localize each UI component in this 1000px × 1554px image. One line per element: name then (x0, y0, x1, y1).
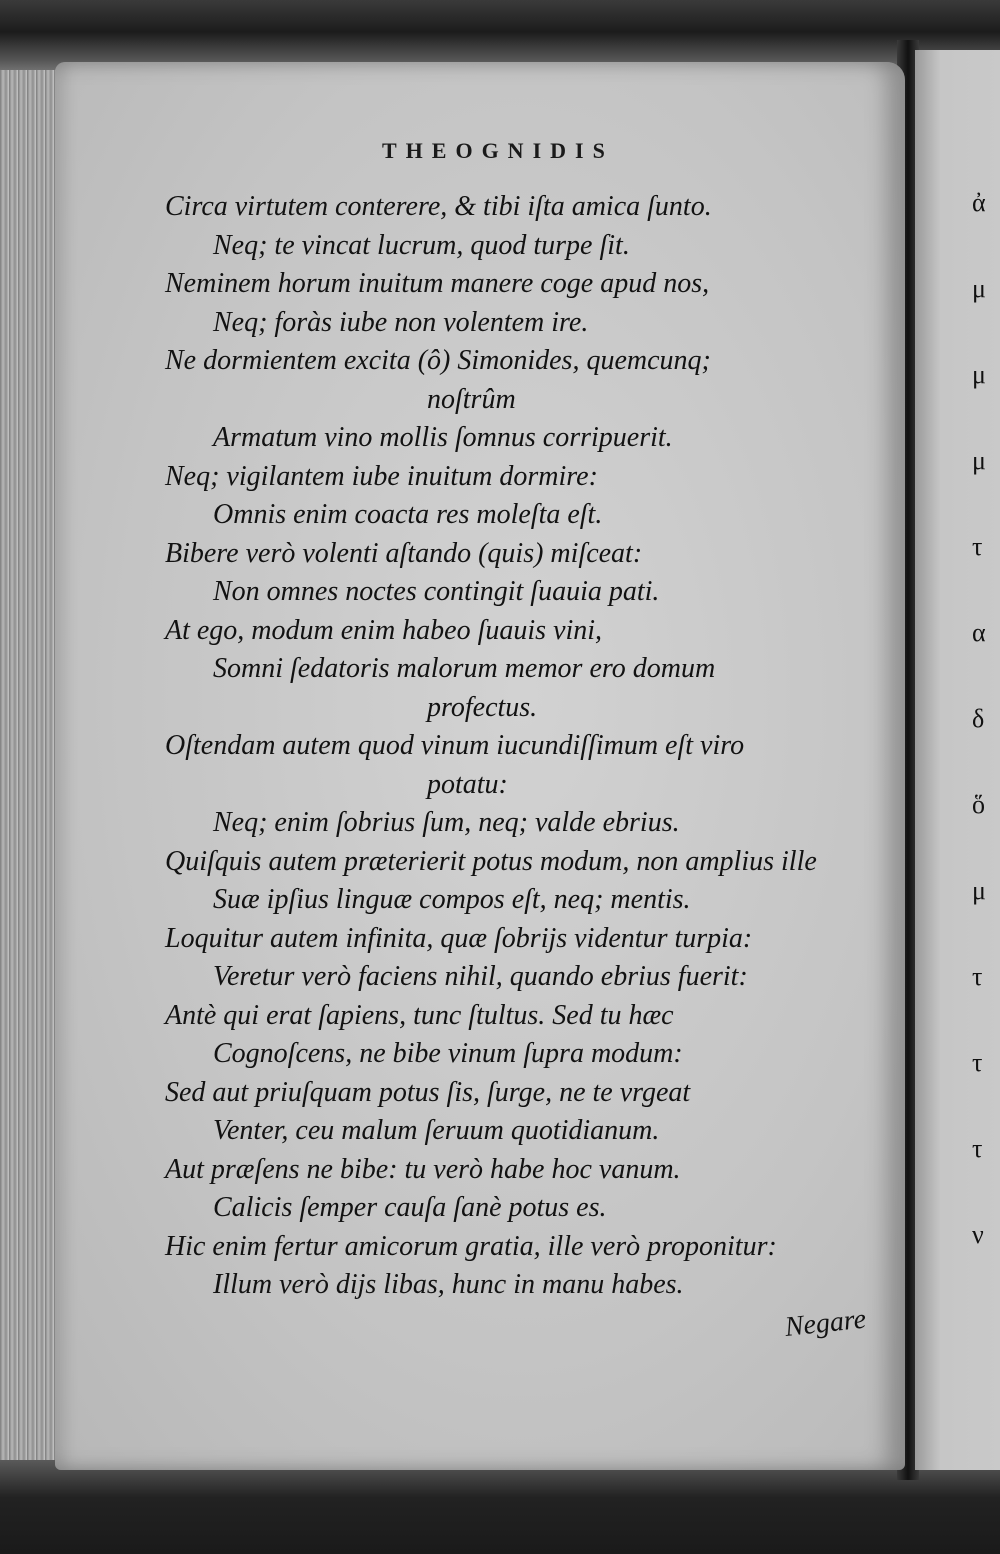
facing-page-fragment: α (972, 618, 986, 647)
book-bottom-edge (0, 1460, 1000, 1554)
verse-line: Circa virtutem conterere, & tibi iſta amica ſunto. (165, 191, 712, 222)
verse-line: Neq; vigilantem iube inuitum dormire: (165, 460, 598, 492)
verse-line: Aut præſens ne bibe: tu verò habe hoc vanum. (165, 1153, 681, 1185)
verse-line: Neq; enim ſobrius ſum, neq; valde ebrius. (213, 807, 680, 838)
verse-line: Veretur verò faciens nihil, quando ebrius fuerit: (213, 961, 748, 992)
verse-line: Omnis enim coacta res moleſta eſt. (213, 499, 603, 530)
verse-line: Loquitur autem infinita, quæ ſobrijs videntur turpia: (165, 922, 753, 954)
facing-page-fragment: τ (972, 1134, 983, 1163)
catchword: Negare (783, 1303, 868, 1343)
running-head: THEOGNIDIS (382, 138, 614, 163)
facing-page-fragment: μ (972, 360, 986, 389)
facing-page-fragment: ἀ (972, 188, 986, 217)
verse-line: Ne dormientem excita (ô) Simonides, quemcunq; (165, 345, 711, 376)
verse-line: Cognoſcens, ne bibe vinum ſupra modum: (213, 1038, 683, 1069)
verse-line: Illum verò dijs libas, hunc in manu habes. (213, 1269, 684, 1300)
facing-page-fragment: τ (972, 962, 983, 991)
facing-page-fragment: μ (972, 876, 986, 905)
verse-line: Venter, ceu malum ſeruum quotidianum. (213, 1115, 660, 1146)
verse-line: Quiſquis autem præterierit potus modum, non amplius ille (165, 845, 817, 877)
verse-line: Calicis ſemper cauſa ſanè potus es. (213, 1192, 607, 1223)
verse-line: Neminem horum inuitum manere coge apud nos, (165, 268, 710, 299)
facing-page-fragment: τ (972, 532, 983, 561)
facing-page-fragment: ν (972, 1220, 984, 1249)
verse-line: Bibere verò volenti aſtando (quis) miſceat: (165, 537, 643, 569)
facing-page-fragment: δ (972, 704, 985, 733)
verse-line: noſtrûm (427, 383, 516, 415)
facing-page-greek-fragments (972, 160, 1000, 1278)
verse-line: profectus. (427, 691, 538, 723)
facing-page-fragment: μ (972, 274, 986, 303)
verse-line: At ego, modum enim habeo ſuauis vini, (165, 614, 603, 646)
facing-page-fragment: μ (972, 446, 986, 475)
verse-line: Hic enim fertur amicorum gratia, ille verò proponitur: (165, 1230, 777, 1262)
verse-line: Oſtendam autem quod vinum iucundiſſimum eſt viro (165, 730, 745, 761)
verse-line: Armatum vino mollis ſomnus corripuerit. (213, 422, 673, 453)
facing-page-fragment: τ (972, 1048, 983, 1077)
verse-line: Non omnes noctes contingit ſuauia pati. (213, 576, 660, 607)
verse-line: Somni ſedatoris malorum memor ero domum (213, 653, 716, 684)
verse-line: Neq; te vincat lucrum, quod turpe ſit. (213, 229, 630, 261)
verse-line: Sed aut priuſquam potus ſis, ſurge, ne te vrgeat (165, 1076, 691, 1108)
verse-text (165, 188, 865, 1305)
verse-line: Neq; foràs iube non volentem ire. (213, 306, 589, 338)
verse-line: Antè qui erat ſapiens, tunc ſtultus. Sed tu hæc (165, 999, 674, 1031)
facing-page-fragment: ὅ (972, 790, 985, 819)
verse-line: Suæ ipſius linguæ compos eſt, neq; mentis. (213, 884, 691, 915)
verse-line: potatu: (427, 768, 508, 800)
